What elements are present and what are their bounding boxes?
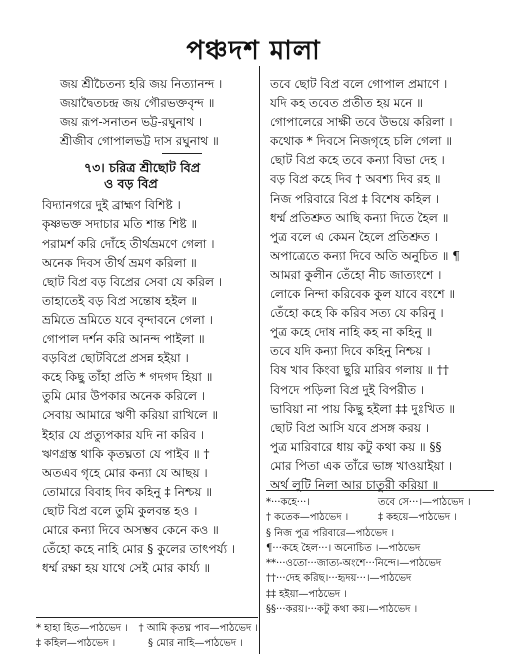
verse-line: কহে কিছু তাঁহা প্রতি * গদগদ হিয়া ॥ [42, 370, 213, 385]
chapter-heading-line: ৭৩। চরিত্র শ্রীছোট বিপ্র [84, 160, 201, 176]
verse-line: ছোট বিপ্র বলে তুমি কুলবন্ত হও । [42, 503, 198, 518]
separator-rule [162, 153, 202, 154]
verse-line: কথোক * দিবসে নিজগৃহে চলি গেলা ॥ [270, 134, 453, 149]
verse-line: কৃষ্ণভক্ত সদাচার মতি শান্ত শিষ্ট ॥ [42, 217, 198, 232]
footnote-row [266, 526, 494, 541]
verse-line: পুত্র বলে এ কেমন হৈলে প্রতিশ্রুত । [270, 229, 438, 244]
footnote: † কতেক—পাঠভেদ । [266, 512, 349, 524]
invocation-verses [42, 75, 257, 151]
verse-line: তেঁহো কহে নাহি মোর § কুলের তাৎপর্য্য । [42, 542, 236, 557]
verse-line: ঋণগ্রস্ত থাকি কৃতঘ্নতা যে পাইব ॥ † [42, 446, 210, 461]
verse-line: যদি কহ তবেত প্রতীত হয় মনে ॥ [270, 96, 423, 111]
verse-line: বড়বিপ্র ছোটবিপ্রে প্রসন্ন হইয়া । [42, 351, 189, 366]
footnote: ‡‡ হইয়া—পাঠভেদ । [266, 588, 347, 600]
verse-line: তাহাতেই বড় বিপ্র সন্তোষ হইল ॥ [42, 293, 198, 308]
invocation-line: জয় শ্রীচৈতন্য হরি জয় নিত্যানন্দ । [60, 77, 223, 91]
verse-line: তেঁহো কহে কি করিব সত্য যে করিনু । [270, 306, 444, 321]
verse-line: গোপাল দর্শন করি আনন্দ পাইলা ॥ [42, 332, 205, 347]
verse-line: ভ্রমিতে ভ্রমিতে যবে বৃন্দাবনে গেলা । [42, 312, 213, 327]
footnote-row [266, 495, 494, 510]
footnote-row [266, 602, 494, 617]
footnote: * হাহা হিত—পাঠভেদ । [36, 623, 128, 634]
verse-line: পুত্র কহে দোষ নাহি কহ না কহিনু ॥ [270, 325, 433, 340]
verse-line: মোরে কন্যা দিবে অসম্ভব কেনে কও ॥ [42, 522, 219, 537]
verse-line: ধর্ম্ম রক্ষা হয় যাথে সেই মোর কার্য্য ॥ [42, 561, 211, 576]
verse-line: ছোট বিপ্র আসি যবে প্রসঙ্গ করয় । [270, 420, 430, 435]
verse-line: বড় বিপ্র কহে দিব † অবশ্য দিব রহ ॥ [270, 172, 441, 187]
verse-line: বিদ্যানগরে দুই ব্রাহ্মণ বিশিষ্ট । [42, 198, 181, 213]
verse-line: বিপদে পড়িলা বিপ্র দুই বিপরীত । [270, 382, 425, 397]
verse-line: ছোট বিপ্র বড় বিপ্রের সেবা যে করিল । [42, 274, 223, 289]
verse-line: নিজ পরিবারে বিপ্র ‡ বিশেষ কহিল । [270, 191, 440, 206]
verse-line: তবে যদি কন্যা দিবে কহিনু নিশ্চয় । [270, 344, 431, 359]
verse-line: অপাত্রেতে কন্যা দিবে অতি অনুচিত ॥ ¶ [270, 248, 460, 263]
footnote-row [36, 636, 258, 651]
verse-line: অতএব গৃহে মোর কন্যা যে আছয় । [42, 465, 208, 480]
footnote: ††···দেহ করিছ।···হৃদয়···।—পাঠভেদ [266, 573, 412, 585]
footnote-row [266, 587, 494, 602]
footnote: ¶···কহে হৈল···। অনোচিত ।—পাঠভেদ [266, 542, 421, 554]
footnote: **···ওতো···জাত্য-অংশে···নিন্দে।—পাঠভেদ [266, 558, 442, 570]
left-column [42, 75, 257, 578]
column-divider [259, 66, 260, 654]
footnote-row [266, 541, 494, 556]
verse-line: মোর পিতা এক তাঁরে ভাঙ্গ খাওয়াইয়া । [270, 458, 453, 473]
verse-line: আমরা কুলীন তেঁহো নীচ জাত্যংশে । [270, 267, 442, 282]
verse-line: তবে ছোট বিপ্র বলে গোপাল প্রমাণে । [270, 77, 448, 91]
footnote: §§···করয়।···কটু কথা কয়।—পাঠভেদ । [266, 604, 418, 616]
verse-line: তুমি মোর উপকার অনেক করিলে । [42, 389, 206, 404]
verse-line: ইহার যে প্রত্যুপকার যদি না করিব । [42, 427, 205, 442]
verse-line: ছোট বিপ্র কহে তবে কন্যা বিভা দেহ । [270, 153, 445, 168]
footnote: তবে সে···।—পাঠভেদ । [378, 497, 471, 508]
verse-line: গোপালেরে সাক্ষী তবে উভয়ে করিলা । [270, 115, 453, 130]
chapter-heading [42, 160, 257, 192]
footnote: ‡ কহয়ে—পাঠভেদ । [378, 512, 457, 524]
verse-line: লোকে নিন্দা করিবেক কুল যাবে বংশে ॥ [270, 287, 456, 302]
chapter-heading-line: ও বড় বিপ্র [104, 176, 158, 192]
invocation-line: শ্রীজীব গোপালভট্ট দাস রঘুনাথ ॥ [60, 134, 219, 149]
invocation-line: জয়াদ্বৈতচন্দ্র জয় গৌরভক্তবৃন্দ ॥ [60, 96, 215, 111]
footnote: † আমি কৃতঘ্ন পাব—পাঠভেদ । [138, 623, 258, 634]
footnote-row [266, 556, 494, 571]
verse-line: পরামর্শ করি দোঁহে তীর্থভ্রমণে গেলা । [42, 236, 215, 251]
footnotes-right [266, 490, 494, 617]
footnote: *···কহে···। [266, 497, 310, 508]
footnote: § নিজ পুত্র পরিবারে—পাঠভেদ । [266, 527, 395, 539]
invocation-line: জয় রূপ-সনাতন ভট্ট-রঘুনাথ । [60, 115, 203, 130]
footnote: § মোর নাহি—পাঠভেদ । [148, 638, 243, 650]
verse-line: পুত্র মারিবারে ধায় কটু কথা কয় ॥ §§ [270, 439, 442, 454]
footnotes-left [36, 617, 258, 652]
footnote-row [266, 571, 494, 586]
verse-line: বিষ খাব কিংবা ছুরি মারিব গলায় ॥ †† [270, 363, 449, 378]
verse-line: অনেক দিবস তীর্থ ভ্রমণ করিলা ॥ [42, 255, 197, 270]
page-title: পঞ্চদশ মালা [186, 36, 321, 66]
right-column [270, 75, 490, 495]
footnote-row [266, 510, 494, 525]
verse-line: ধর্ম্ম প্রতিশ্রুত আছি কন্যা দিতে হৈল ॥ [270, 210, 449, 225]
verse-line: তোমারে বিবাহ দিব কহিনু ‡ নিশ্চয় ॥ [42, 484, 213, 499]
verse-line: অর্থ লুটি নিলা আর চাতুরী করিয়া ॥ [270, 477, 439, 492]
footnote: ‡ কহিল—পাঠভেদ । [36, 638, 116, 650]
footnote-row [36, 621, 258, 636]
left-verses [42, 196, 257, 578]
verse-line: সেবায় আমারে ঋণী করিয়া রাখিলে ॥ [42, 408, 219, 423]
verse-line: ভাবিয়া না পায় কিছু হইলা ‡‡ দুঃখিত ॥ [270, 401, 455, 416]
